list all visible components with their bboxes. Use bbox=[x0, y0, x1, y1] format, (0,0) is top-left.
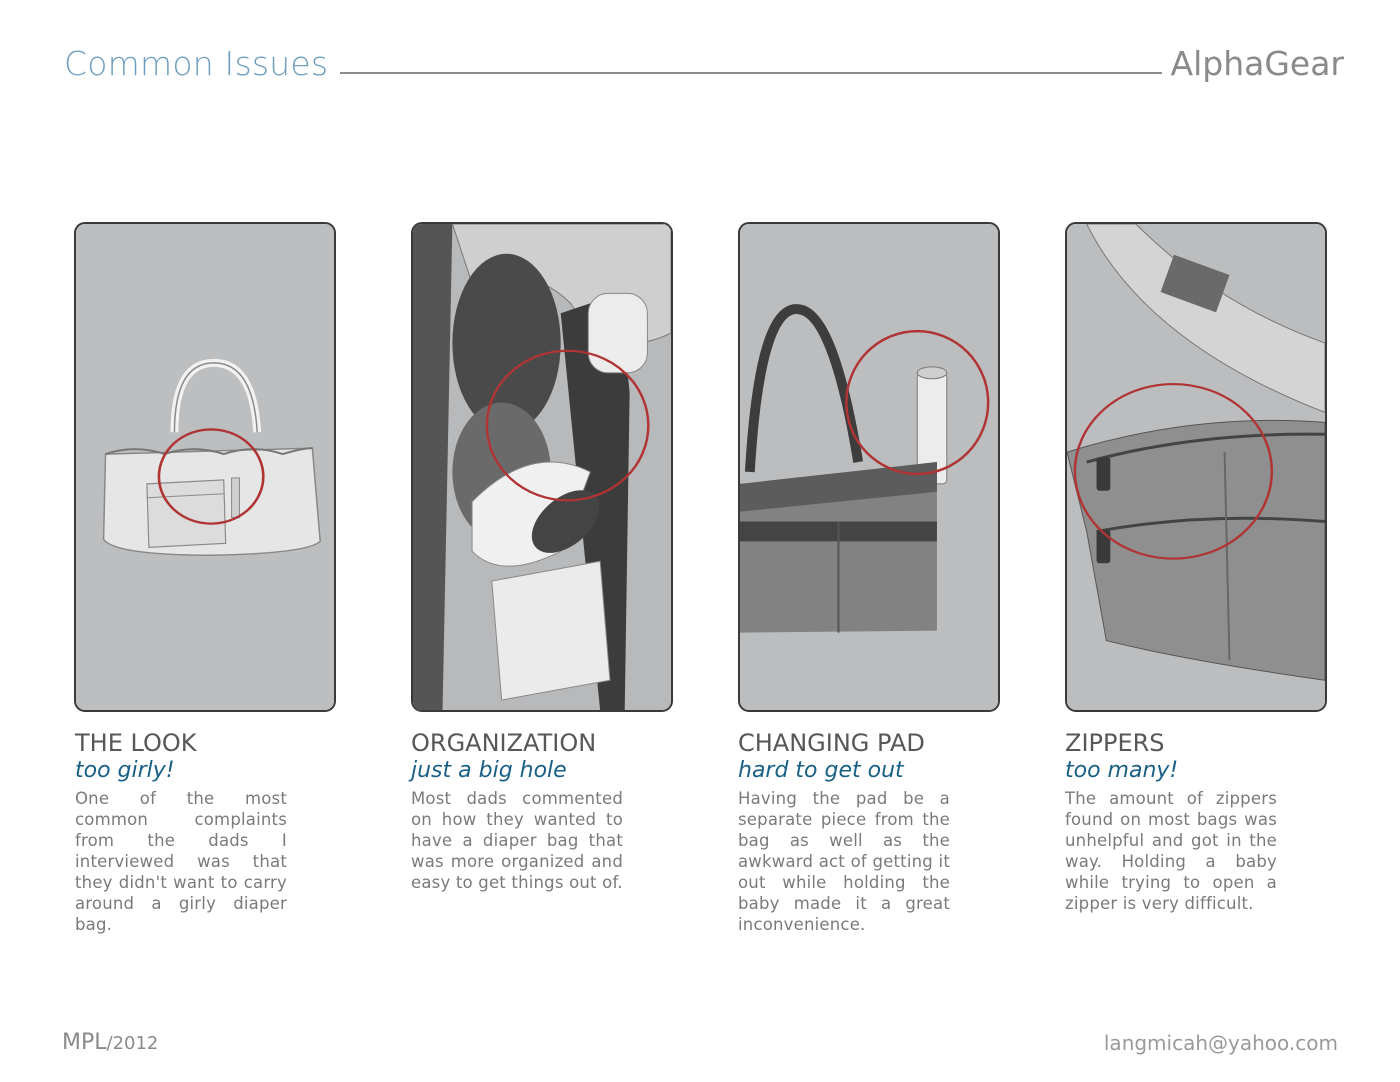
footer-signature bbox=[62, 1030, 158, 1055]
tote-with-pad-illustration bbox=[740, 224, 998, 710]
column-body: Having the pad be a separate piece from the bag as well as the awkward act of getting it out while holding the baby made it a great inconvenience. bbox=[738, 789, 950, 934]
column-heading: ORGANIZATION bbox=[411, 729, 597, 757]
column-changing-pad bbox=[738, 728, 950, 935]
column-subheading: hard to get out bbox=[738, 758, 904, 783]
girly-handbag-illustration bbox=[76, 224, 334, 710]
footer-year: /2012 bbox=[106, 1033, 159, 1054]
bag-interior-illustration bbox=[413, 224, 671, 710]
footer-email[interactable]: langmicah@yahoo.com bbox=[1103, 1031, 1338, 1055]
column-organization bbox=[411, 728, 623, 893]
footer-initials: MPL bbox=[62, 1030, 107, 1055]
column-heading: ZIPPERS bbox=[1065, 729, 1165, 757]
column-subheading: just a big hole bbox=[411, 758, 567, 783]
column-heading: THE LOOK bbox=[75, 729, 197, 757]
column-zippers bbox=[1065, 728, 1277, 914]
column-heading: CHANGING PAD bbox=[738, 729, 925, 757]
illustration-panel-look bbox=[74, 222, 336, 712]
column-subheading: too many! bbox=[1065, 758, 1179, 783]
column-body: Most dads commented on how they wanted to have a diaper bag that was more organized and easy to get things out of. bbox=[411, 789, 623, 892]
column-subheading: too girly! bbox=[75, 758, 175, 783]
illustration-panel-organization bbox=[411, 222, 673, 712]
brand-name: AlphaGear bbox=[1170, 44, 1344, 83]
header-divider bbox=[340, 72, 1162, 74]
page-title: Common Issues bbox=[64, 44, 329, 83]
zippered-bag-illustration bbox=[1067, 224, 1325, 710]
column-body: The amount of zippers found on most bags was unhelpful and got in the way. Holding a baby while trying to open a zipper is very difficult. bbox=[1065, 789, 1277, 913]
illustration-panel-changing-pad bbox=[738, 222, 1000, 712]
column-body: One of the most common complaints from the dads I interviewed was that they didn't want to carry around a girly diaper bag. bbox=[75, 789, 287, 934]
column-look bbox=[75, 728, 287, 935]
illustration-panel-zippers bbox=[1065, 222, 1327, 712]
